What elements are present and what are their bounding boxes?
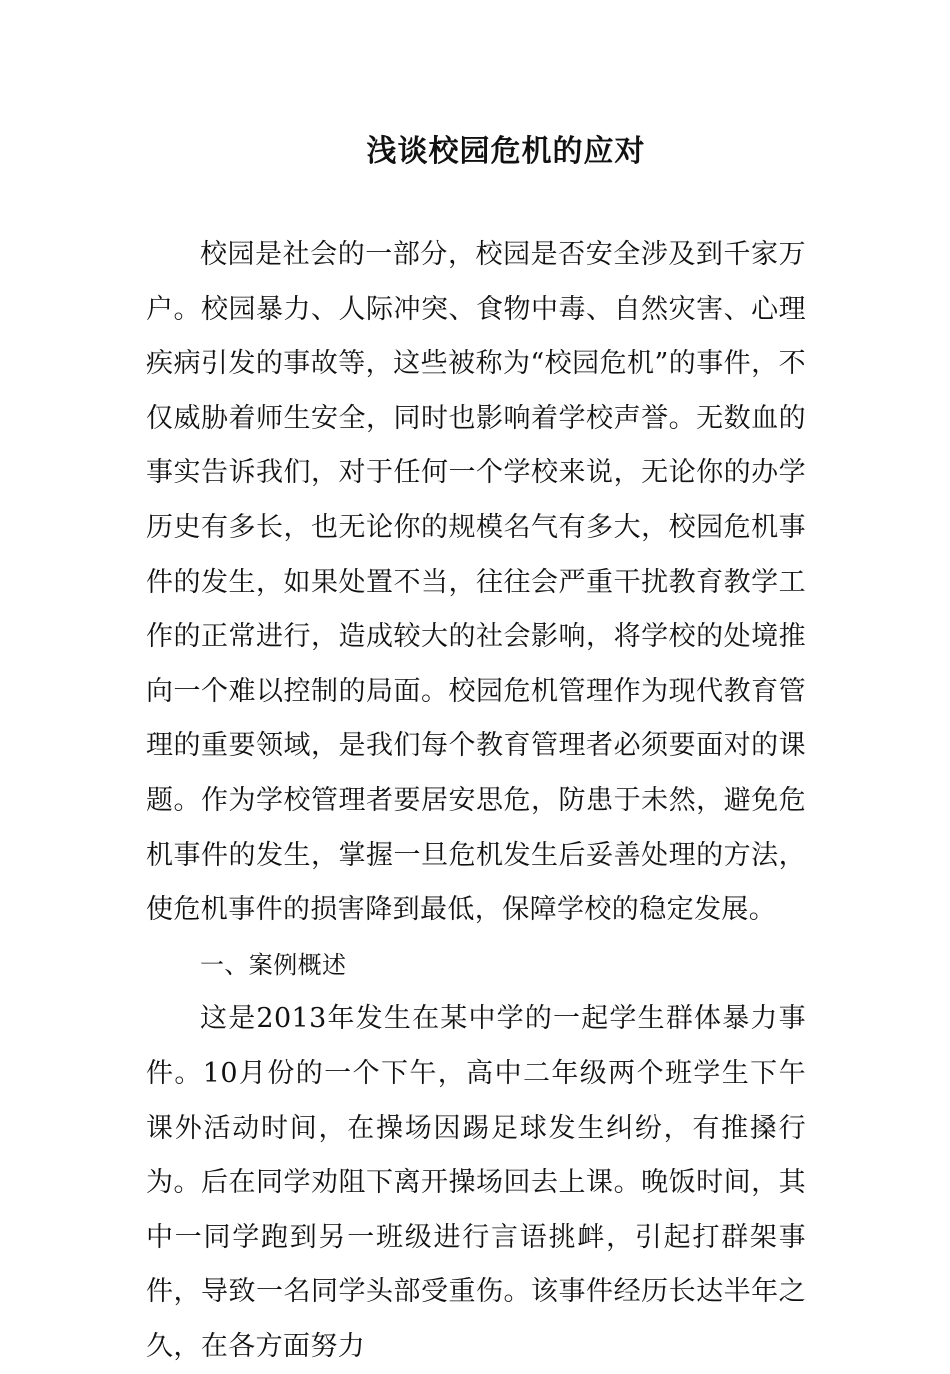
case-paragraph: 这是2013年发生在某中学的一起学生群体暴力事件。10月份的一个下午，高中二年级两个班学生下午课外活动时间，在操场因踢足球发生纠纷，有推搡行为。后在同学劝阻下离开操场回去上课。晚饭时间，其中一同学跑到另一班级进行言语挑衅，引起打群架事件，导致一名同学头部受重伤。该事件经历长达半年之久，在各方面努力 (146, 1003, 806, 1362)
document-title: 浅谈校园危机的应对 (366, 134, 646, 169)
section-heading: 一、案例概述 (200, 950, 347, 979)
intro-paragraph: 校园是社会的一部分，校园是否安全涉及到千家万户。校园暴力、人际冲突、食物中毒、自然灾害、心理疾病引发的事故等，这些被称为“校园危机”的事件，不仅威胁着师生安全，同时也影响着学校声誉。无数血的事实告诉我们，对于任何一个学校来说，无论你的办学历史有多长，也无论你的规模名气有多大，校园危机事件的发生，如果处置不当，往往会严重干扰教育教学工作的正常进行，造成较大的社会影响，将学校的处境推向一个难以控制的局面。校园危机管理作为现代教育管理的重要领域，是我们每个教育管理者必须要面对的课题。作为学校管理者要居安思危，防患于未然，避免危机事件的发生，掌握一旦危机发生后妥善处理的方法，使危机事件的损害降到最低，保障学校的稳定发展。 (146, 239, 806, 926)
document-body (146, 228, 806, 1374)
